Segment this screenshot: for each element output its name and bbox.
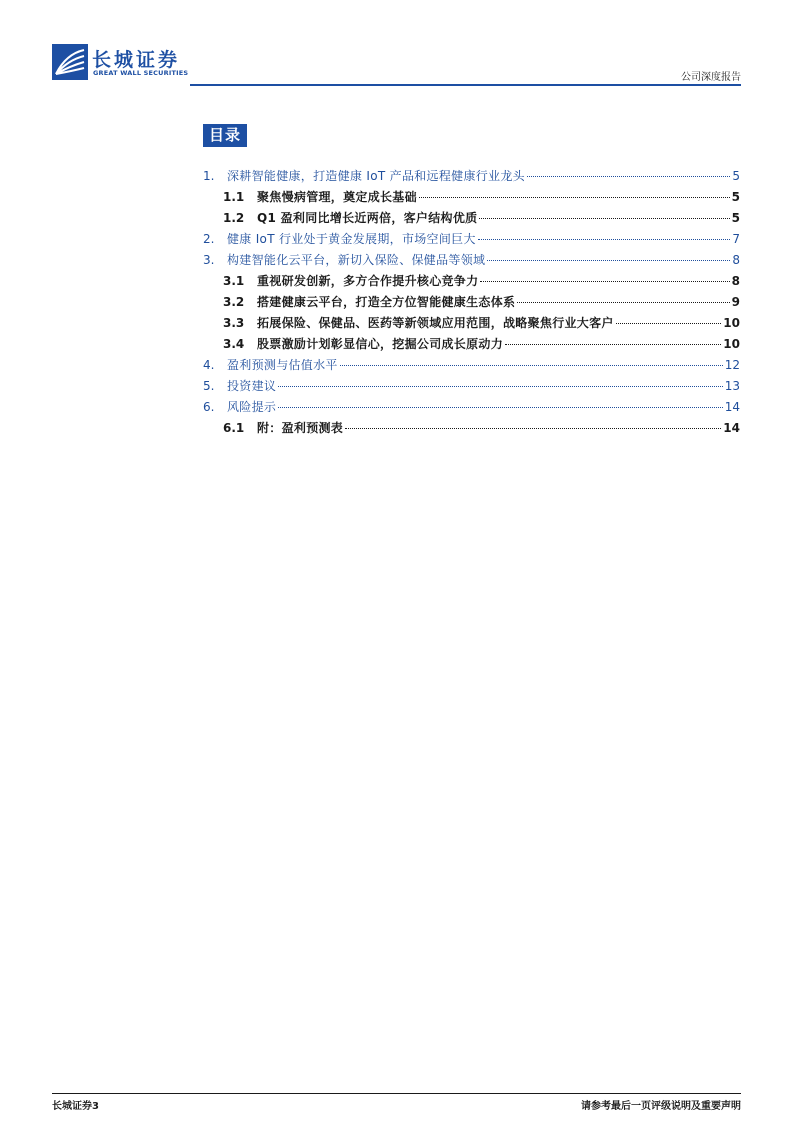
- toc-entry-3[interactable]: [203, 251, 740, 272]
- toc-entry-number: 4.: [203, 358, 215, 372]
- toc-entry-title: Q1 盈利同比增长近两倍，客户结构优质: [257, 211, 478, 225]
- toc-entry-title: 聚焦慢病管理，奠定成长基础: [257, 190, 417, 204]
- toc-entry-1-1[interactable]: [203, 188, 740, 209]
- toc-dot-leader: [478, 239, 731, 240]
- logo-chinese-name: 长城证券: [92, 49, 181, 71]
- toc-entry-title: 搭建健康云平台，打造全方位智能健康生态体系: [257, 295, 516, 309]
- toc-entry-3-4[interactable]: [203, 335, 740, 356]
- toc-dot-leader: [345, 428, 721, 429]
- toc-entry-number: 3.2: [223, 295, 245, 309]
- toc-entry-number: 6.: [203, 400, 215, 414]
- toc-entry-number: 3.: [203, 253, 215, 267]
- toc-entry-title: 重视研发创新，多方合作提升核心竞争力: [257, 274, 479, 288]
- header-divider: [190, 84, 741, 86]
- toc-entry-page: 10: [723, 316, 740, 330]
- report-type-label: 公司深度报告: [681, 72, 741, 83]
- toc-dot-leader: [480, 281, 729, 282]
- footer-divider: [52, 1093, 741, 1094]
- toc-entry-page: 8: [731, 274, 740, 288]
- toc-dot-leader: [517, 302, 729, 303]
- toc-entry-3-2[interactable]: [203, 293, 740, 314]
- toc-entry-page: 7: [732, 232, 740, 246]
- toc-dot-leader: [479, 218, 729, 219]
- toc-entry-1[interactable]: [203, 167, 740, 188]
- great-wall-logo-icon: [52, 44, 88, 80]
- toc-entry-number: 6.1: [223, 421, 245, 435]
- toc-entry-number: 1.2: [223, 211, 245, 225]
- toc-entry-title: 构建智能化云平台，新切入保险、保健品等领域: [227, 253, 486, 267]
- toc-entry-title: 投资建议: [227, 379, 277, 393]
- toc-entry-title: 附：盈利预测表: [257, 421, 344, 435]
- toc-entry-number: 1.1: [223, 190, 245, 204]
- toc-entry-page: 5: [731, 211, 740, 225]
- toc-entry-page: 9: [731, 295, 740, 309]
- toc-entry-number: 5.: [203, 379, 215, 393]
- toc-dot-leader: [616, 323, 722, 324]
- footer-company-page: 长城证券3: [52, 1101, 99, 1112]
- company-logo: [52, 44, 192, 80]
- toc-entry-title: 深耕智能健康，打造健康 IoT 产品和远程健康行业龙头: [227, 169, 525, 183]
- toc-entry-number: 2.: [203, 232, 215, 246]
- toc-dot-leader: [487, 260, 730, 261]
- toc-entry-6[interactable]: [203, 398, 740, 419]
- toc-entry-title: 股票激励计划彰显信心，挖掘公司成长原动力: [257, 337, 504, 351]
- toc-dot-leader: [278, 386, 723, 387]
- toc-entry-number: 3.1: [223, 274, 245, 288]
- toc-entry-title: 盈利预测与估值水平: [227, 358, 338, 372]
- toc-entry-number: 1.: [203, 169, 215, 183]
- toc-dot-leader: [340, 365, 723, 366]
- table-of-contents: [203, 167, 740, 440]
- toc-dot-leader: [527, 176, 730, 177]
- toc-entry-page: 14: [723, 421, 740, 435]
- toc-entry-title: 健康 IoT 行业处于黄金发展期，市场空间巨大: [227, 232, 476, 246]
- toc-entry-page: 5: [732, 169, 740, 183]
- toc-dot-leader: [419, 197, 730, 198]
- toc-entry-3-1[interactable]: [203, 272, 740, 293]
- toc-entry-4[interactable]: [203, 356, 740, 377]
- toc-entry-5[interactable]: [203, 377, 740, 398]
- toc-entry-page: 14: [724, 400, 740, 414]
- toc-dot-leader: [505, 344, 721, 345]
- toc-dot-leader: [278, 407, 723, 408]
- toc-entry-page: 5: [731, 190, 740, 204]
- toc-entry-page: 8: [732, 253, 740, 267]
- toc-entry-page: 12: [724, 358, 740, 372]
- toc-entry-number: 3.4: [223, 337, 245, 351]
- toc-entry-page: 10: [723, 337, 740, 351]
- toc-entry-number: 3.3: [223, 316, 245, 330]
- toc-entry-page: 13: [724, 379, 740, 393]
- logo-english-name: GREAT WALL SECURITIES: [93, 69, 189, 77]
- toc-entry-6-1[interactable]: [203, 419, 740, 440]
- footer-disclaimer: 请参考最后一页评级说明及重要声明: [581, 1101, 741, 1112]
- toc-entry-3-3[interactable]: [203, 314, 740, 335]
- toc-entry-title: 风险提示: [227, 400, 277, 414]
- toc-entry-2[interactable]: [203, 230, 740, 251]
- toc-entry-title: 拓展保险、保健品、医药等新领域应用范围，战略聚焦行业大客户: [257, 316, 614, 330]
- toc-title: 目录: [203, 124, 247, 147]
- toc-entry-1-2[interactable]: [203, 209, 740, 230]
